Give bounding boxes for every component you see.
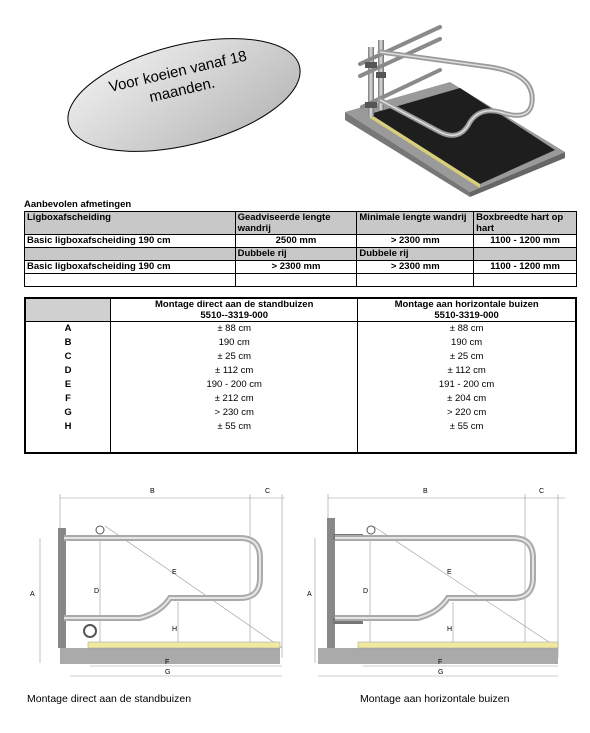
row-value: ± 88 cm (358, 322, 576, 337)
table-row (25, 392, 576, 406)
row-value: > 230 cm (111, 406, 358, 420)
dim-label-b: B (150, 488, 155, 495)
col1-header (111, 298, 358, 322)
age-badge-text: Voor koeien vanaf 18 maanden. (107, 47, 249, 107)
diagram-direct-mount (20, 478, 285, 688)
row-value: ± 25 cm (358, 350, 576, 364)
row-value: ± 112 cm (111, 364, 358, 378)
table-row (25, 322, 576, 337)
table-row (25, 406, 576, 420)
row-key: F (25, 392, 111, 406)
dim-label-a: A (30, 591, 35, 598)
col1-title: Montage direct aan de standbuizen (155, 299, 314, 310)
table-cell: > 2300 mm (357, 235, 474, 248)
header-cell (474, 248, 577, 261)
header-cell: Dubbele rij (235, 248, 357, 261)
row-value: > 220 cm (358, 406, 576, 420)
table-row (25, 336, 576, 350)
table-cell: > 2300 mm (235, 261, 357, 274)
table-header-row (25, 298, 576, 322)
dim-label-h: H (172, 626, 178, 633)
table-row (25, 378, 576, 392)
row-value: ± 88 cm (111, 322, 358, 337)
dim-label-e: E (447, 569, 452, 576)
table-caption: Aanbevolen afmetingen (24, 199, 132, 210)
col1-code: 5510--3319-000 (200, 310, 268, 321)
dim-label-c: C (539, 488, 545, 495)
row-key: G (25, 406, 111, 420)
dim-label-f: F (165, 659, 170, 666)
diagram-left-caption: Montage direct aan de standbuizen (27, 693, 192, 705)
header-cell: Boxbreedte hart op hart (474, 212, 577, 235)
dimensions-table (24, 211, 577, 287)
table-header-row (25, 212, 577, 235)
row-value: ± 55 cm (358, 420, 576, 434)
col2-title: Montage aan horizontale buizen (394, 299, 539, 310)
row-value: 190 cm (358, 336, 576, 350)
header-cell: Dubbele rij (357, 248, 474, 261)
row-value: 191 - 200 cm (358, 378, 576, 392)
row-value: ± 112 cm (358, 364, 576, 378)
row-key: C (25, 350, 111, 364)
cubicle-divider-illustration (340, 12, 580, 197)
table-row (25, 235, 577, 248)
header-cell: Ligboxafscheiding (25, 212, 236, 235)
dim-label-b: B (423, 488, 428, 495)
dim-label-e: E (172, 569, 177, 576)
row-key: B (25, 336, 111, 350)
table-subheader-row (25, 248, 577, 261)
header-cell: Minimale lengte wandrij (357, 212, 474, 235)
dim-label-d: D (363, 588, 369, 595)
header-cell (25, 248, 236, 261)
table-row (25, 261, 577, 274)
diagram-horizontal-mount (303, 478, 568, 688)
table-row (25, 420, 576, 434)
table-cell: Basic ligboxafscheiding 190 cm (25, 235, 236, 248)
table-row (25, 350, 576, 364)
dim-label-a: A (307, 591, 312, 598)
table-cell: 1100 - 1200 mm (474, 235, 577, 248)
diagram-right-caption: Montage aan horizontale buizen (360, 693, 510, 705)
row-value: ± 212 cm (111, 392, 358, 406)
row-key: D (25, 364, 111, 378)
row-value: ± 55 cm (111, 420, 358, 434)
row-value: ± 25 cm (111, 350, 358, 364)
row-value: 190 cm (111, 336, 358, 350)
table-cell: 2500 mm (235, 235, 357, 248)
table-spacer-row (25, 274, 577, 287)
dim-label-g: G (438, 669, 444, 676)
dim-label-d: D (94, 588, 100, 595)
col2-header (358, 298, 576, 322)
mounting-dimensions-table (24, 297, 577, 454)
table-cell: 1100 - 1200 mm (474, 261, 577, 274)
row-value: 190 - 200 cm (111, 378, 358, 392)
row-key: E (25, 378, 111, 392)
row-key: H (25, 420, 111, 434)
table-cell: Basic ligboxafscheiding 190 cm (25, 261, 236, 274)
col2-code: 5510-3319-000 (434, 310, 499, 321)
header-cell: Geadviseerde lengte wandrij (235, 212, 357, 235)
dim-label-f: F (438, 659, 443, 666)
table-spacer-row (25, 434, 576, 453)
table-row (25, 364, 576, 378)
dim-label-h: H (447, 626, 453, 633)
dim-label-c: C (265, 488, 271, 495)
row-key: A (25, 322, 111, 337)
row-value: ± 204 cm (358, 392, 576, 406)
dim-label-g: G (165, 669, 171, 676)
table-cell: > 2300 mm (357, 261, 474, 274)
